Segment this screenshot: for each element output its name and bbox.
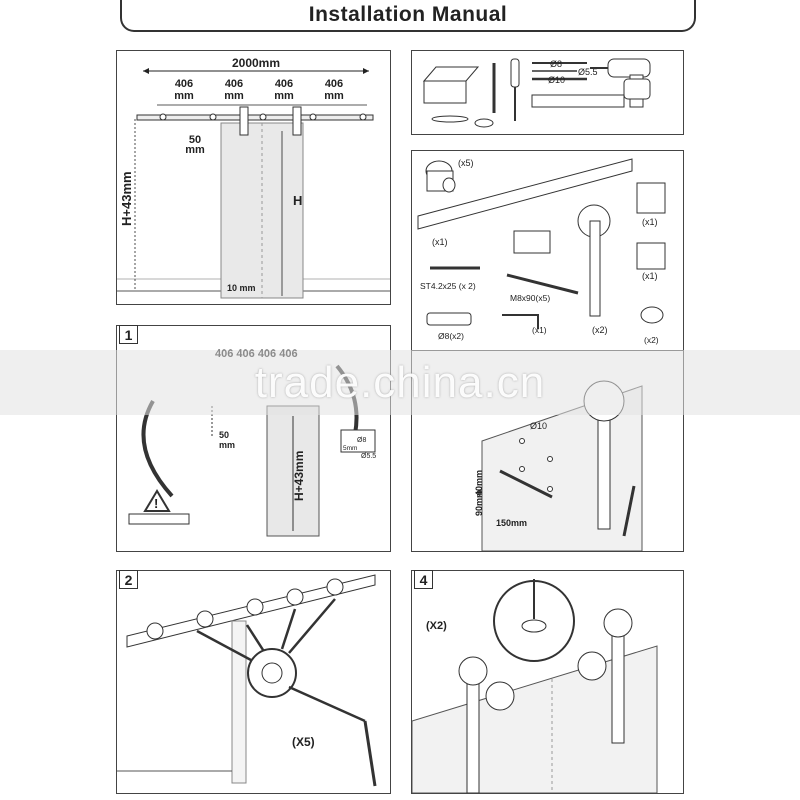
stopper-icon [426,161,455,192]
guide-qty: (x1) [642,271,658,281]
parts-drawing [412,151,683,351]
step-2-number: 2 [119,570,138,589]
gap-label: 10 mm [227,283,256,293]
stop-block-qty: (x1) [642,217,658,227]
panel-tools [411,50,684,135]
step-2-qty: (X5) [292,735,315,749]
drill-bit-5-label: Ø5.5 [578,67,598,77]
step-2-drawing [117,571,390,793]
h-plus-43-label: H+43mm [119,171,134,226]
stop-block-icon [637,183,665,213]
bolt-label: M8x90(x5) [510,293,551,303]
spacing-label-3: 406 mm [274,78,294,102]
panel-parts [411,150,684,352]
watermark-band [0,350,800,415]
drill-hole-5-label: Ø5.5 [361,453,377,460]
toolbox-icon [424,67,478,103]
h-label: H [293,193,303,208]
step-4-drawing [412,571,683,793]
panel-step-4 [411,570,684,794]
step-3-v1-label: 40mm [474,469,484,496]
wheel-icon [641,307,663,323]
tape-measure-icon [624,79,650,99]
step-3-h1-label: 150mm [496,518,528,528]
drill-hole-8-label: Ø8 [357,437,367,444]
manual-title: Installation Manual [308,3,508,26]
offset-label: 50 mm [185,134,205,156]
panel-step-2 [116,570,391,794]
spacing-label-1: 406 mm [174,78,194,102]
watermark-text: trade.china.cn [254,357,546,407]
dimension-drawing [117,51,390,304]
step-1-curved-arrow-icon [143,401,172,496]
drill-bit-10-label: Ø10 [548,75,566,85]
step-4-wheel-icon [522,620,546,632]
total-length-label: 2000mm [231,56,281,70]
screw-label: ST4.2x25 (x 2) [420,281,476,291]
step-4-qty: (X2) [426,620,447,632]
step-4-number: 4 [414,570,433,589]
drill-bit-8-label: Ø8 [550,59,563,69]
step-2-bolt-icon [289,687,365,721]
panel-dimensions [116,50,391,305]
spacing-label-2: 406 mm [224,78,244,102]
spacing-label-4: 406 mm [324,78,344,102]
step-1-offset-label: 50 mm [219,430,236,450]
anchor-label: Ø8(x2) [438,331,464,341]
bolt-icon [507,275,578,293]
wheel-qty: (x2) [644,335,659,345]
step-3-v2-label: 90mm [474,489,484,516]
svg-text:!: ! [154,496,159,511]
step-1-level-icon [129,514,189,524]
rail-qty: (x1) [432,237,448,247]
tools-drawing [412,51,683,134]
hanger-icon [578,205,610,316]
hanger-qty: (x2) [592,325,608,335]
screwdriver-icon [511,59,519,121]
step-1-h-plus-label: H+43mm [292,450,306,501]
step-2-wrench-icon [365,721,375,786]
wrench-qty: (x1) [532,325,547,335]
manual-title-banner [120,0,696,32]
floor-guide-icon [514,231,550,253]
stopper-qty: (x5) [458,158,474,168]
spirit-level-icon [532,95,624,107]
step-3-hole-label: Ø10 [530,421,548,431]
drill-depth-label: 5mm [343,445,358,452]
step-1-number: 1 [119,325,138,344]
wall-anchor-icon [427,313,471,325]
